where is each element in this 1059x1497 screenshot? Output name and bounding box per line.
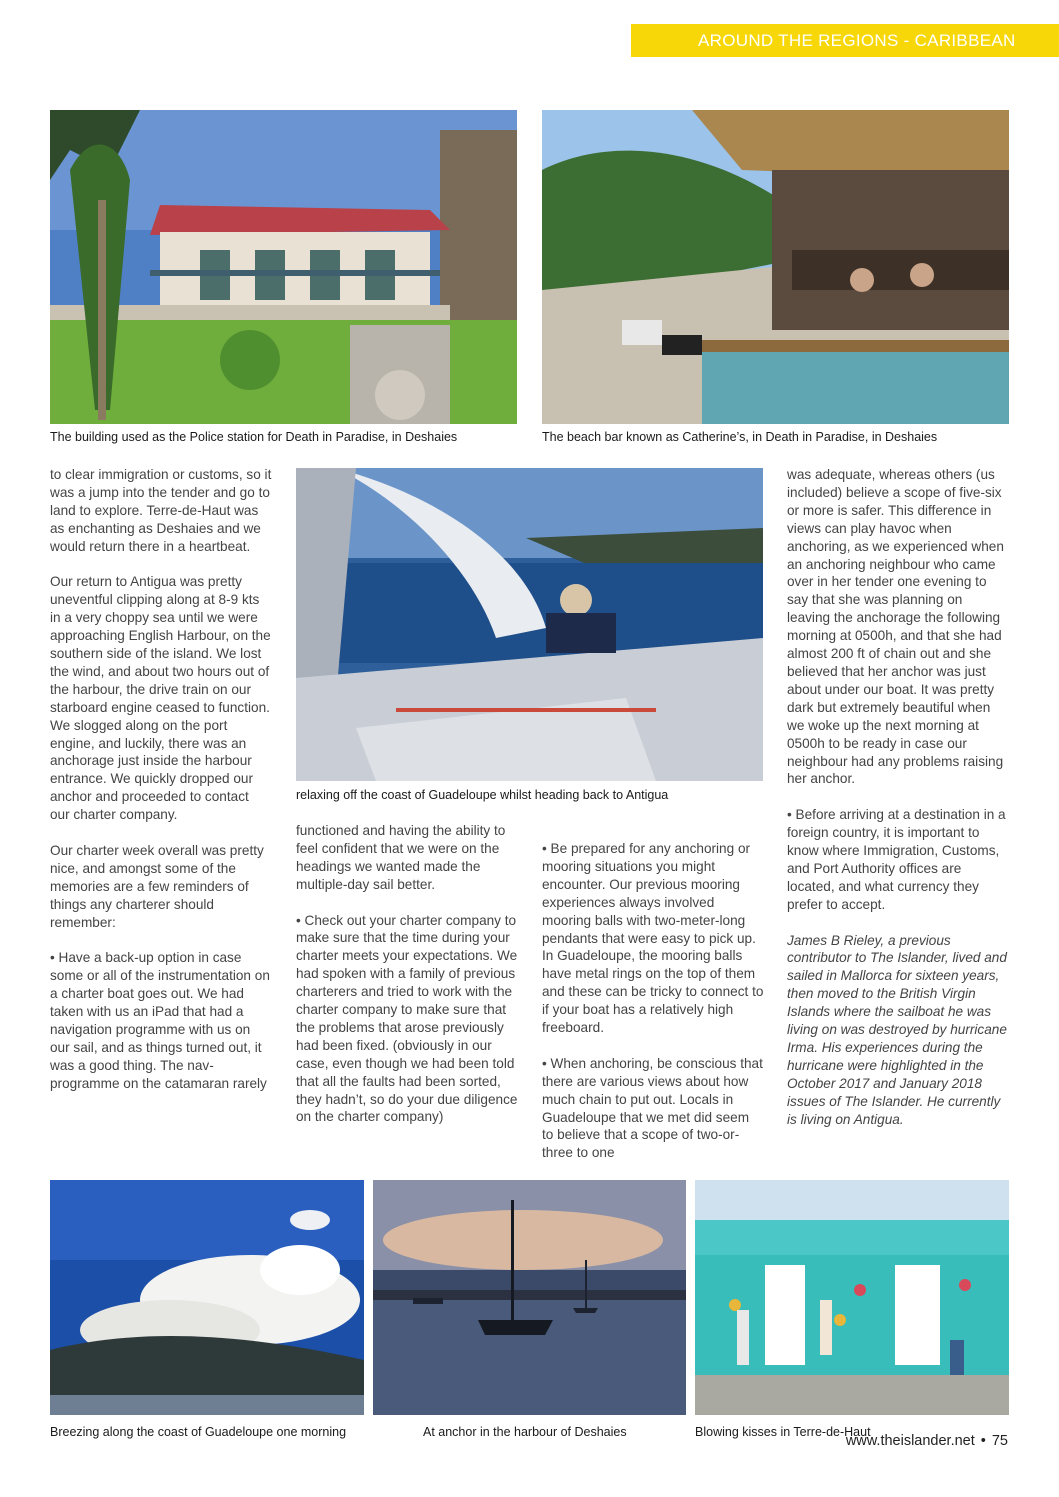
caption-beach-bar: The beach bar known as Catherine’s, in Death in Paradise, in Deshaies (542, 430, 938, 444)
caption-kisses: Blowing kisses in Terre-de-Haut (695, 1425, 871, 1439)
article-column-2 (296, 822, 518, 1144)
caption-police-station: The building used as the Police station for Death in Paradise, in Deshaies (50, 430, 458, 444)
caption-sailing: relaxing off the coast of Guadeloupe whilst heading back to Antigua (296, 788, 669, 802)
paragraph: to clear immigration or customs, so it was a jump into the tender and go to land to explore. Terre-de-Haut was as enchanting as Deshaies and we would return there in a heartbeat. (50, 467, 272, 554)
website-url: www.theislander.net (845, 1433, 975, 1449)
page-number: 75 (991, 1433, 1008, 1449)
caption-anchor: At anchor in the harbour of Deshaies (423, 1425, 627, 1439)
photo-police-station (50, 110, 517, 424)
article-column-4 (787, 466, 1009, 1146)
page-footer (846, 1433, 1008, 1449)
photo-anchor (373, 1180, 686, 1415)
paragraph: • Before arriving at a destination in a foreign country, it is important to know where Immigration, Customs, and Port Authority offices are located, and what currency they prefer to accept. (787, 807, 1006, 912)
paragraph: • When anchoring, be conscious that there are various views about how much chain to put out. Locals in Guadeloupe that we met did seem to believe that a scope of two-or-three to one (542, 1055, 763, 1161)
paragraph: • Check out your charter company to make sure that the time during your charter meets your expectations. We had spoken with a family of previous charterers and tried to work with the charter company to make sure that the problems that arose previously had been fixed. (obviously in our case, even though we had been told that all the faults had been sorted, they hadn’t, so do your due diligence on the charter company) (296, 912, 518, 1125)
photo-clouds (50, 1180, 364, 1415)
caption-clouds: Breezing along the coast of Guadeloupe one morning (50, 1425, 347, 1439)
article-column-3 (542, 840, 764, 1180)
paragraph: • Have a back-up option in case some or all of the instrumentation on a charter boat goes out. We had taken with us an iPad that had a navigation programme with us on our sail, and as things turned out, it was a good thing. The nav-programme on the catamaran rarely (50, 950, 270, 1091)
section-title: AROUND THE REGIONS - CARIBBEAN (698, 31, 1016, 50)
paragraph: • Be prepared for any anchoring or mooring situations you might encounter. Our previous mooring experiences always involved mooring balls with two-meter-long pendants that were easy to pick up. In Guadeloupe, the mooring balls have metal rings on the top of them and these can be tricky to connect to if your boat has a relatively high freeboard. (542, 841, 764, 1036)
photo-beach-bar (542, 110, 1009, 424)
article-column-1 (50, 466, 272, 1111)
section-banner (631, 24, 1059, 57)
paragraph: was adequate, whereas others (us included) believe a scope of five-six or more is safer. This difference in views can play havoc when anchoring, as we experienced when an anchoring neighbour who came over in her tender one evening to say that she was planning on leaving the anchorage the following morning at 0500h, and that she had almost 200 ft of chain out and she believed that her anchor was just about under our boat. It was pretty dark but extremely beautiful when we woke up the next morning at 0500h to be ready in case our neighbour had any problems raising her anchor. (787, 467, 1004, 787)
paragraph: Our return to Antigua was pretty uneventful clipping along at 8-9 kts in a very choppy sea until we were approaching English Harbour, on the southern side of the island. We lost the wind, and about two hours out of the harbour, the drive train on our starboard engine ceased to function. We slogged along on the port engine, and luckily, there was an anchorage just inside the harbour entrance. We quickly dropped our anchor and proceeded to contact our charter company. (50, 574, 271, 823)
photo-sailing (296, 468, 763, 781)
footer-separator: • (980, 1433, 986, 1449)
paragraph: Our charter week overall was pretty nice, and amongst some of the memories are a few reminders of things any charterer should remember: (50, 843, 264, 930)
paragraph: functioned and having the ability to feel confident that we were on the headings we wanted made the multiple-day sail better. (296, 823, 506, 892)
photo-kisses (695, 1180, 1009, 1415)
author-bio: James B Rieley, a previous contributor to The Islander, lived and sailed in Mallorca for sixteen years, then moved to the British Virgin Islands where the sailboat he was living on was destroyed by hurricane Irma. His experiences during the hurricane were highlighted in the October 2017 and January 2018 issues of The Islander. He currently is living on Antigua. (787, 932, 1007, 1127)
